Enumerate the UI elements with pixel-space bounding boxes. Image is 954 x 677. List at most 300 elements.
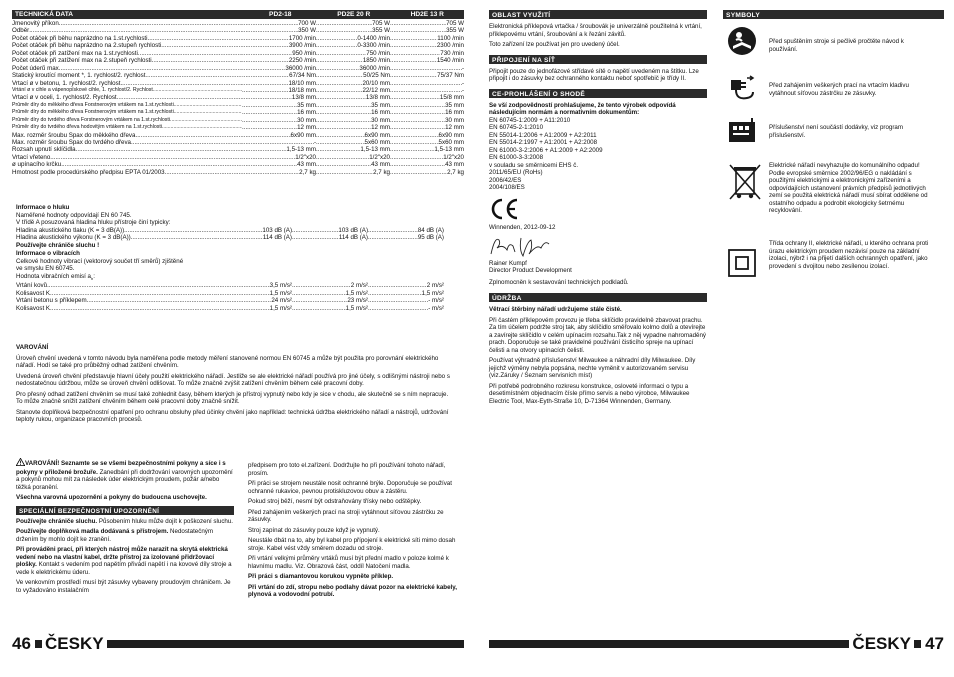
dot-leader (390, 132, 439, 139)
safety-col1-item (16, 579, 234, 594)
measure-value (292, 227, 368, 235)
tech-row-value (242, 50, 316, 57)
tech-row-label (12, 35, 242, 42)
tech-row-label (12, 20, 242, 27)
safety-col2-text: Stroj zapínat do zásuvky pouze když je vypnutý. (248, 526, 380, 534)
row-value-text: 355 W (446, 27, 464, 35)
signer-role: Director Product Development (489, 267, 572, 274)
tech-row (12, 35, 464, 42)
tech-row-value (242, 80, 316, 87)
warning-section (16, 344, 452, 427)
tech-row-label (12, 124, 242, 131)
row-value-text: 16 mm (445, 109, 464, 117)
tech-row-value (390, 87, 464, 94)
dot-leader (138, 50, 242, 57)
row-value-text: 1,5-13 mm (434, 146, 464, 154)
tech-row (12, 27, 464, 34)
tech-row-value (390, 132, 464, 139)
row-value-text: 705 W (446, 20, 464, 27)
tech-row-value (313, 139, 390, 146)
tech-row (12, 109, 464, 116)
noise-line-2: V třídě A posuzovaná hladina hluku přístroje činí typicky: (16, 219, 171, 226)
dot-leader (242, 65, 285, 72)
dot-leader (59, 20, 242, 27)
row-value-text: 0-1400 /min (357, 34, 390, 42)
warning-triangle-icon (16, 458, 25, 469)
dot-leader (316, 146, 360, 153)
row-label-text: Hmotnost podle procedúrského předpisu EPTA 01/2003 (12, 168, 165, 176)
dot-leader (242, 57, 289, 64)
safety-col2-text: Před zahájením veškerých prací na stroji vytáhnout síťovou zástrčku ze zásuvky. (248, 508, 444, 523)
dot-leader (165, 169, 242, 176)
dot-leader (242, 154, 295, 161)
measure-value (292, 234, 368, 242)
row-value-text: 30 mm (297, 116, 316, 124)
measure-value-text: 1,5 m/s² (345, 289, 368, 297)
safety-col2-item (248, 509, 460, 524)
safety-col2-text: Při vrtání velkými průměry vrtáků musí být přední madlo v poloze kolmé k hlavnímu madlu. Viz. Obrazová část, oddíl Natočení madla. (248, 555, 449, 570)
ce-standard-line: EN 55014-1:2006 + A1:2009 + A2:2011 (489, 131, 597, 139)
dot-leader (390, 20, 446, 27)
general-warning-text: Zanedbání při dodržování varovných upozornění a pokynů mohou mít za následek úder elektrickým proudem, požár a/nebo těžká poranění. (16, 468, 233, 491)
row-value-text: 1/2"x20 (369, 153, 390, 161)
row-label-text: Jmenovitý příkon (12, 20, 59, 27)
tech-data-title: TECHNICKÁ DATA (15, 11, 73, 18)
tech-row-value (316, 94, 390, 101)
dot-leader (117, 94, 242, 101)
tech-row-value (242, 146, 316, 153)
row-value-text: 12 mm (445, 124, 464, 132)
row-label-text: Vrtací ø v betonu, 1. rychlost/2. rychlost (12, 79, 121, 87)
tech-row-value (316, 124, 390, 131)
tech-row (12, 139, 464, 146)
tech-row-value (242, 94, 316, 101)
safety-col2-bold: Při práci s diamantovou korukou vypněte příklep. (248, 573, 394, 580)
measure-row (16, 227, 456, 235)
tech-row-value (390, 102, 464, 109)
row-value-text: 1700 /min (288, 34, 316, 42)
dot-leader (242, 146, 286, 153)
measure-row (16, 282, 456, 290)
dot-leader (124, 227, 216, 235)
tech-row (12, 102, 464, 109)
dot-leader (390, 146, 434, 153)
row-value-text: 30 mm (371, 116, 390, 124)
dot-leader (242, 102, 297, 109)
row-label-text: Odběr (12, 27, 30, 35)
dot-leader (50, 290, 216, 298)
tech-row (12, 146, 464, 153)
safety-col1-bold: Při prováděni prací, při kterých nástroj může narazit na skrytá elektrická vedení nebo na vlastní kabel, držte přístroj za izolované přidržovací plošky. (16, 546, 228, 568)
maintenance-para-1: Při častém příklepovém provozu je třeba sklíčidlo pravidelně zbavovat prachu. Za tím účelem podržte stroj tak, aby sklíčidlo směřovalo kolmo dolů a otevírejte a zavírejte sklíčidlo v celém upínacím rozsahu.Tak z něj vypadne nahromaděný prach. Doporučuje se také pravidelné používání čisticího spreje na upínací čelisti a na otvory upínacích čelistí. (489, 316, 707, 354)
tech-row (12, 117, 464, 124)
safety-col2-bold: Při vrtání do zdí, stropu nebo podlahy dávat pozor na elektrické kabely, plynová a vodovodní potrubí. (248, 583, 457, 598)
measure-label-text: Kolisavost K (16, 304, 51, 312)
tech-row-value (316, 65, 390, 72)
dot-leader (390, 57, 437, 64)
measure-value (368, 234, 444, 242)
dot-leader (368, 282, 427, 290)
measure-value (292, 290, 368, 298)
row-value-text: 43 mm (445, 161, 464, 169)
dot-leader (216, 290, 270, 298)
tech-row (12, 42, 464, 49)
safety-col1-text: Ve venkovním prostředí musí být zásuvky vybaveny proudovým chráničem. Je to vyžadováno instalačním (16, 579, 231, 594)
measure-value-text: 1,5 m/s² (345, 304, 368, 312)
ear-protection-note: Používejte chrániče sluchu ! (16, 241, 100, 249)
tech-row-label (12, 139, 242, 146)
tech-row-value (390, 42, 464, 49)
row-value-text: 75/37 Nm (437, 72, 464, 80)
warning-para-3: Pro přesný odhad zatížení chvěním se musí také zohlednit časy, během kterých je přístroj vypnutý nebo kdy je sice v chodu, ale skutečně se s ním nepracuje. To může značně snížit zatížení chvěním během celé pracovní doby značně snížit. (16, 390, 449, 405)
dot-leader (390, 124, 445, 131)
warning-para-2: Uvedená úroveň chvění představuje hlavní účely použití elektrického nářadí. Jestliže se ale elektrické nářadí používá pro jiné účely, s odlišnými nástroji nebo s nedostatečnou údržbou, může se úroveň chvění odlišovat. To může značně zvýšit zatížení chvěním během celé pracovní doby. (16, 372, 450, 387)
measure-value-text: 2 m/s² (426, 282, 444, 290)
dot-leader (242, 117, 297, 124)
dot-leader (153, 87, 242, 94)
row-value-text: 355 W (372, 27, 390, 35)
tech-row-label (12, 72, 242, 79)
dot-leader (242, 139, 314, 146)
ce-standard-line: 2006/42/ES (489, 176, 522, 184)
measure-value-text: - m/s² (428, 304, 444, 312)
row-value-text: 35 mm (297, 101, 316, 109)
safety-col1-text: Nedostatečným držením by mohlo dojít ke zranění. (16, 528, 214, 543)
row-value-text: 43 mm (297, 161, 316, 169)
right-footer (489, 630, 944, 654)
tech-row-value (242, 117, 316, 124)
tech-row-value (316, 161, 390, 168)
dot-leader (316, 161, 371, 168)
symbol-text-3: Příslušenství není součástí dodávky, viz program příslušenství. (769, 124, 904, 139)
tech-row-value (242, 124, 316, 131)
dot-leader (368, 305, 428, 313)
dot-leader (292, 290, 346, 298)
measure-value (368, 290, 444, 298)
tech-row-value (316, 146, 390, 153)
dot-leader (390, 117, 445, 124)
read-manual-icon (727, 26, 757, 56)
dot-leader (390, 27, 446, 34)
dot-leader (135, 132, 242, 139)
dot-leader (316, 27, 372, 34)
row-label-text: ø upínacího krčku (12, 161, 62, 169)
warning-title: VAROVÁNÍ (16, 344, 49, 351)
row-value-text: 16 mm (371, 109, 390, 117)
ce-standard-line: EN 61000-3-3:2008 (489, 154, 544, 161)
tech-row-value (390, 124, 464, 131)
tech-row (12, 124, 464, 131)
language-label-left: ČESKY (42, 634, 107, 654)
dot-leader (390, 94, 440, 101)
dot-leader (242, 20, 298, 27)
tech-row-value (316, 57, 390, 64)
page-47 (489, 10, 944, 653)
dot-leader (216, 305, 270, 313)
measure-value-text: - m/s² (428, 297, 444, 305)
tech-row-value (390, 50, 464, 57)
dot-leader (316, 132, 365, 139)
tech-row-value (242, 87, 316, 94)
row-value-text: 12 mm (371, 124, 390, 132)
row-value-text: 2250 /min (288, 57, 316, 65)
dot-leader (316, 72, 363, 79)
signer-name: Rainer Kumpf (489, 259, 527, 267)
use-para-1: Elektronická příklepová vrtačka / šroubovák je univerzálně použitelná k vrtání, příklepovému vrtání, šroubování a k řezání závitů. (489, 23, 702, 38)
tech-row-value (242, 65, 316, 72)
measure-value (216, 290, 292, 298)
ce-header: CE-PROHLÁŠENÍ O SHODĚ (489, 89, 707, 98)
tech-row-value (390, 161, 464, 168)
tech-row-value (316, 169, 390, 176)
tech-row-label (12, 57, 242, 64)
tech-row-value (316, 35, 390, 42)
tech-row (12, 20, 464, 27)
measure-value-text: 103 dB (A) (338, 226, 368, 234)
warning-para-1: Úroveň chvění uvedená v tomto návodu byla naměřena podle metody měření stanovené normou EN 60745 a může být použita pro porovnání elektrického nářadí. Hodí se také pro průběžný odhad zatížení chvěním. (16, 354, 439, 369)
dot-leader (313, 139, 365, 146)
left-footer (12, 630, 464, 654)
row-value-text: 6x90 mm (290, 131, 316, 139)
noise-section: Informace o hluku Naměřené hodnoty odpovídají EN 60 745. V třídě A posuzovaná hladina hluku přístroje činí typicky: Hladina akustického tlaku (K = 3 dB(A)) ..... ..... 103 dB (A) ..... 103 dB (A) ..... 84 dB (A) Hladina akustického výkonu (K = 3 dB(A)) ..... ..... 114 dB (A) ..... 114 dB (A) ..... 95 dB (A) Používejte chrániče sluchu ! Informace o vibracích Celkové hodnoty vibrací (vektorový součet tří směrů) zjištěné ve smyslu EN 60745. Hodnota vibračních emisí $a_h$: Vrtání kovů ..... ..... 3,5 m/s² ..... 2 m/s² ..... 2 m/s² Kolisavost K ..... ..... 1,5 m/s² ..... 1,5 m/s² ..... 1,5 m/s² Vrtání betonu s příklepem ..... ..... 24 m/s² ..... 23 m/s² ..... - m/s² Kolisavost K ..... ..... 1,5 m/s² ..... 1,5 m/s² ..... - m/s² (16, 204, 456, 312)
symbol-text-1: Před spuštěním stroje si pečlivě pročtěte návod k používání. (769, 38, 904, 53)
tech-row-value (316, 72, 390, 79)
safety-col2-text: Při práci se strojem neustále nosit ochranné brýle. Doporučuje se používat ochranné rukavice, pevnou protiskluzovou obuv a zástěru. (248, 480, 452, 495)
use-header: OBLAST VYUŽITÍ (489, 10, 707, 19)
safety-col2-text: Neustále dbát na to, aby byl kabel pro přípojení k elektrické síti mimo dosah stroje. Kabel vést vždy směrem dozadu od stroje. (248, 537, 456, 552)
row-value-text: - (461, 64, 464, 72)
row-value-text: 1540 /min (436, 57, 464, 65)
dot-leader (242, 50, 292, 57)
model-pd2e-20r: PD2E 20 R (337, 11, 371, 18)
dot-leader (316, 87, 362, 94)
dot-leader (316, 65, 359, 72)
measure-label (16, 290, 216, 298)
dot-leader (216, 227, 262, 235)
safety-col1-text: Kontakt s vedením pod napětím přivádí napětí i na kovové díly stroje a vede k elektrickému úderu. (16, 561, 232, 576)
dot-leader (170, 117, 242, 124)
row-value-text: 2,7 kg (373, 168, 390, 176)
special-safety-header: SPECIÁLNÍ BEZPEČNOSTNÍ UPOZORNĚNÍ (16, 506, 234, 515)
tech-row-value (390, 27, 464, 34)
dot-leader (242, 87, 288, 94)
dot-leader (242, 94, 292, 101)
row-value-text: 6x90 mm (364, 131, 390, 139)
dot-leader (368, 297, 428, 305)
row-value-text: 1,5-13 mm (286, 146, 316, 154)
place-date: Winnenden, 2012-09-12 (489, 224, 556, 231)
dot-leader (390, 42, 437, 49)
row-value-text: 5x60 mm (438, 139, 464, 146)
row-value-text: 36000 /min (359, 64, 390, 72)
row-value-text: 700 W (298, 20, 316, 27)
tech-row-label (12, 154, 242, 161)
measure-value-text: 84 dB (A) (417, 226, 444, 234)
row-label-text: Počet otáček při běhu naprázdno na 1.st.rychlosti (12, 34, 148, 42)
measure-value-text: 103 dB (A) (262, 226, 292, 234)
dot-leader (390, 80, 462, 87)
safety-col2-item (248, 573, 460, 581)
tech-row (12, 65, 464, 72)
vib-line-1: Celkové hodnoty vibrací (vektorový součet tří směrů) zjištěné (16, 257, 184, 265)
dot-leader (316, 80, 362, 87)
dot-leader (316, 94, 366, 101)
row-label-text: Vrtání ø v cihle a vápenopískové cihle, 1. rychlost/2. Rychlost (12, 86, 153, 93)
dot-leader (242, 124, 297, 131)
row-value-text: 30 mm (445, 116, 464, 124)
tech-row-value (242, 154, 316, 161)
ce-standard-line: EN 60745-1:2009 + A11:2010 (489, 116, 571, 124)
measure-label-text: Vrtání kovů (16, 282, 48, 290)
measure-row (16, 290, 456, 298)
tech-row-label (12, 161, 242, 168)
tech-row-value (242, 20, 316, 27)
row-value-text: 36000 /min (285, 64, 316, 72)
tech-row-label (12, 117, 242, 124)
row-value-text: 50/25 Nm (363, 72, 390, 80)
tech-row-value (242, 72, 316, 79)
safety-col1-item (16, 546, 234, 576)
tech-row-label (12, 94, 242, 101)
warning-para-4: Stanovte doplňková bezpečnostní opatření pro ochranu obsluhy před účinky chvění jako například: technická údržba elektrického nářadí a nástrojů, udržování teploty rukou, organizace pracovních procesů. (16, 408, 449, 423)
unplug-icon (727, 74, 757, 104)
row-value-text: 350 W (298, 27, 316, 35)
safety-col-2 (248, 462, 460, 602)
safety-col2-item (248, 527, 460, 535)
dot-leader (76, 146, 242, 153)
page-number-46: 46 (12, 634, 35, 654)
row-label-text: Počet otáček při běhu naprázdno na 2.stupeň rychlosti (12, 42, 162, 50)
measure-label-text: Kolisavost K (16, 289, 51, 297)
row-label-text: Statický kroutící moment *, 1. rychlost/2. rychlost (12, 72, 146, 80)
row-value-text: 1850 /min (362, 57, 390, 65)
tech-row-label (12, 102, 242, 109)
tech-row-value (390, 65, 464, 72)
tech-row-value (316, 102, 390, 109)
maintenance-para-3: Při potřebě podrobného rozkresu konstrukce, osloveté informaci o typu a desetimístném objednacím čísle přímo servis a nebo výrobce, Milwaukee Electric Tool, Max-Eyth-Straße 10, D-71364 Winnenden, Germany. (489, 382, 690, 405)
row-value-text: 67/34 Nm (289, 72, 316, 80)
vib-title: Informace o vibracích (16, 250, 80, 257)
row-value-text: 705 W (372, 20, 390, 27)
dot-leader (316, 117, 371, 124)
safety-col2-text: předpisem pro toto el.zařízení. Dodržujte ho při používání tohoto nářadí, prosím. (248, 462, 446, 477)
dot-leader (316, 109, 371, 116)
dot-leader (242, 80, 288, 87)
maintenance-first: Větrací štěrbiny nářadí udržujeme stále čisté. (489, 306, 622, 313)
dot-leader (120, 80, 242, 87)
measure-value-text: 95 dB (A) (417, 234, 444, 241)
tech-row-value (390, 154, 464, 161)
dot-leader (242, 72, 289, 79)
ce-standard-line: v souladu se směrnicemi EHS č. (489, 161, 579, 169)
row-value-text: 20/10 mm (362, 79, 390, 87)
dot-leader (390, 102, 445, 109)
tech-row (12, 169, 464, 176)
measure-value-text: 24 m/s² (271, 297, 292, 305)
dot-leader (316, 35, 357, 42)
row-label-text: Max. rozměr šroubu Spax do měkkého dřeva (12, 131, 136, 139)
measure-value (368, 227, 444, 235)
maintenance-para-2: Používat výhradně příslušenství Milwaukee a náhradní díly Milwaukee. Díly jejichž výměny nebyla popsána, nechte vyměnit v autorizovaném servisu (viz.Záruky / Seznam servisních míst) (489, 357, 696, 379)
safety-col2-item (248, 462, 460, 477)
measure-row (16, 234, 456, 242)
measure-value-text: 1,5 m/s² (421, 289, 444, 297)
dot-leader (174, 102, 242, 109)
maintenance-header: ÚDRŽBA (489, 293, 707, 302)
dot-leader (148, 35, 242, 42)
row-value-text: 2,7 kg (447, 168, 464, 176)
tech-row-label (12, 146, 242, 153)
row-label-text: Počet úderů max (12, 64, 59, 72)
tech-row (12, 154, 464, 161)
ce-standard-line: 2011/65/EU (RoHs) (489, 169, 543, 176)
safety-col2-item (248, 480, 460, 495)
measure-label (16, 282, 216, 290)
tech-row-value (316, 117, 390, 124)
row-value-text: 1/2"x20 (443, 153, 464, 161)
safety-col2-item (248, 555, 460, 570)
dot-leader (292, 282, 351, 290)
tech-row-label (12, 65, 242, 72)
dot-leader (161, 42, 242, 49)
page-46 (12, 10, 464, 653)
measure-label-text: Hladina akustického výkonu (K = 3 dB(A)) (16, 234, 131, 241)
row-value-text: 2300 /min (436, 42, 464, 50)
dot-leader (145, 72, 242, 79)
row-label-text: Vrtací vřeteno (12, 153, 51, 161)
measure-row (16, 297, 456, 305)
measure-value (368, 282, 444, 290)
signature-icon (489, 232, 559, 260)
tech-row (12, 57, 464, 64)
row-label-text: Max. rozměr šroubu Spax do tvrdého dřeva (12, 139, 131, 146)
dot-leader (162, 124, 242, 131)
symbols-header: SYMBOLY (723, 10, 944, 19)
dot-leader (316, 42, 357, 49)
tech-row-value (242, 57, 316, 64)
row-value-text: - (461, 86, 464, 94)
tech-row-value (242, 102, 316, 109)
measure-value (216, 297, 292, 305)
row-value-text: 730 /min (440, 49, 464, 57)
dot-leader (316, 20, 372, 27)
dot-leader (87, 297, 216, 305)
measure-value-text: 2 m/s² (350, 282, 368, 290)
tech-row-value (316, 50, 390, 57)
row-value-text: 6x90 mm (438, 131, 464, 139)
dot-leader (368, 290, 422, 298)
measure-label-text: Hladina akustického tlaku (K = 3 dB(A)) (16, 226, 125, 234)
safety-col2-text: Pokud stroj běží, nesmí být odstraňovány třísky nebo odštěpky. (248, 498, 422, 505)
tech-row (12, 72, 464, 79)
measure-value (216, 305, 292, 313)
dot-leader (242, 161, 297, 168)
tech-row-value (316, 20, 390, 27)
dot-leader (61, 161, 242, 168)
dot-leader (390, 35, 437, 42)
signer-authorization: Zplnomocněn k sestavování technických podkladů. (489, 278, 629, 286)
keep-instructions-note: Všechna varovná upozornění a pokyny do budoucna uschovejte. (16, 494, 207, 501)
row-value-text: 13/8 mm (365, 94, 390, 102)
dot-leader (316, 50, 366, 57)
ce-statement: Se vší zodpovědností prohlašujeme, že tento výrobek odpovídá následujícím normám a normativním dokumentům: (489, 101, 676, 116)
measure-value-text: 1,5 m/s² (269, 289, 292, 297)
connection-header: PŘIPOJENÍ NA SÍŤ (489, 55, 707, 64)
row-value-text: 0-3300 /min (357, 42, 390, 50)
tech-row-value (316, 80, 390, 87)
measure-value-text: 3,5 m/s² (269, 282, 292, 290)
measure-value (292, 305, 368, 313)
